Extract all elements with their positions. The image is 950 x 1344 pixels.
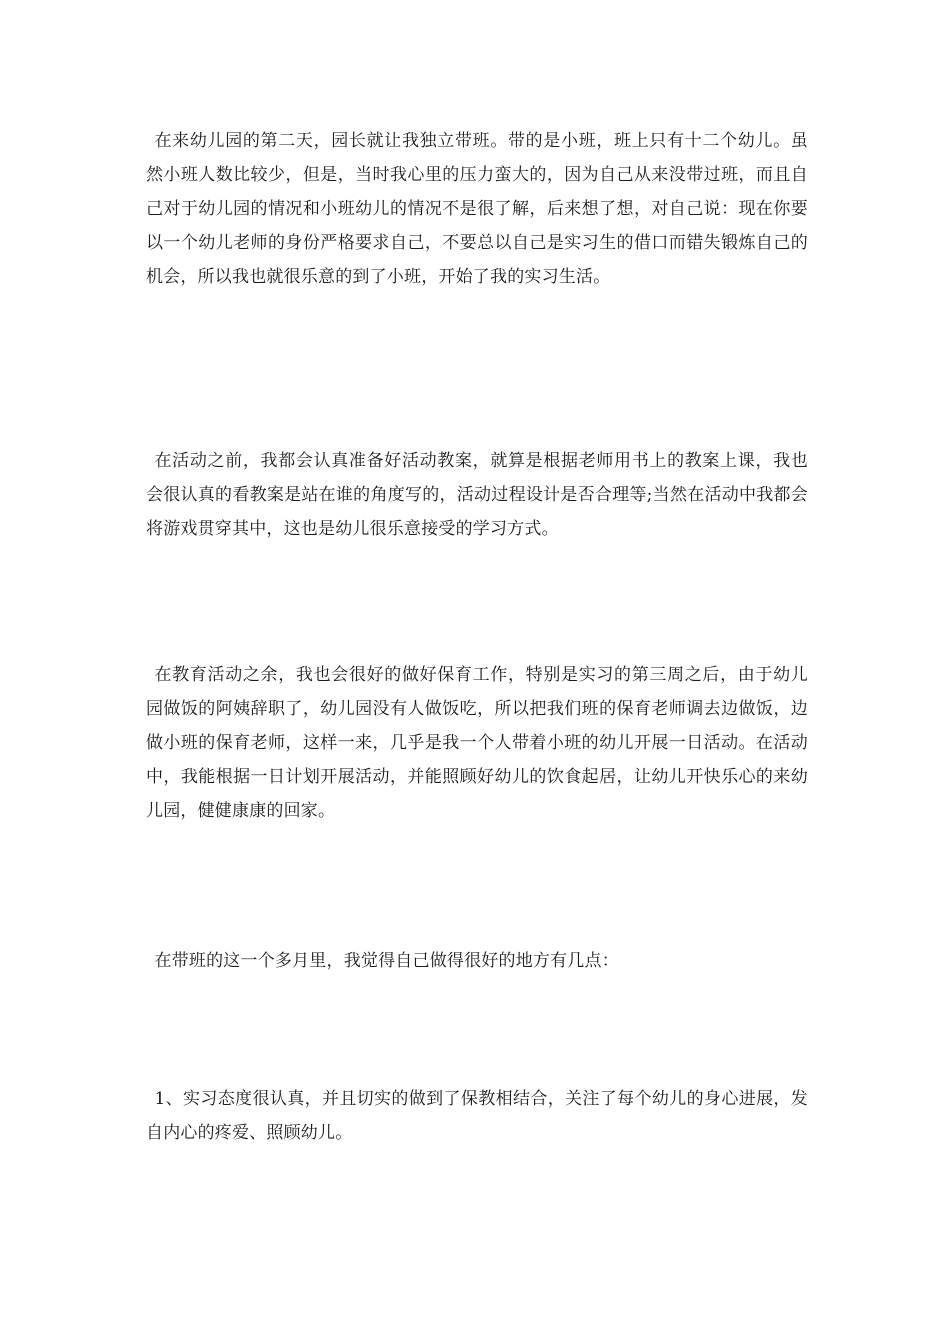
paragraph-first-day: 在来幼儿园的第二天，园长就让我独立带班。带的是小班，班上只有十二个幼儿。虽然小班人数比较少，但是，当时我心里的压力蛮大的，因为自己从来没带过班，而且自己对于幼儿园的情况和小班幼儿的情况不是很了解，后来想了想，对自己说：现在你要以一个幼儿老师的身份严格要求自己，不要总以自己是实习生的借口而错失锻炼自己的机会，所以我也就很乐意的到了小班，开始了我的实习生活。	[146, 131, 808, 287]
paragraph-lesson-prep: 在活动之前，我都会认真准备好活动教案，就算是根据老师用书上的教案上课，我也会很认真的看教案是站在谁的角度写的，活动过程设计是否合理等;当然在活动中我都会将游戏贯穿其中，这也是幼儿很乐意接受的学习方式。	[146, 451, 808, 539]
paragraph-summary-intro: 在带班的这一个多月里，我觉得自己做得很好的地方有几点：	[154, 951, 619, 971]
paragraph-point-one: 1、实习态度很认真，并且切实的做到了保教相结合，关注了每个幼儿的身心进展，发自内心的疼爱、照顾幼儿。	[146, 1089, 808, 1143]
paragraph-care-work: 在教育活动之余，我也会很好的做好保育工作，特别是实习的第三周之后，由于幼儿园做饭的阿姨辞职了，幼儿园没有人做饭吃，所以把我们班的保育老师调去边做饭，边做小班的保育老师，这样一来，几乎是我一个人带着小班的幼儿开展一日活动。在活动中，我能根据一日计划开展活动，并能照顾好幼儿的饮食起居，让幼儿开快乐心的来幼儿园，健健康康的回家。	[146, 665, 808, 821]
